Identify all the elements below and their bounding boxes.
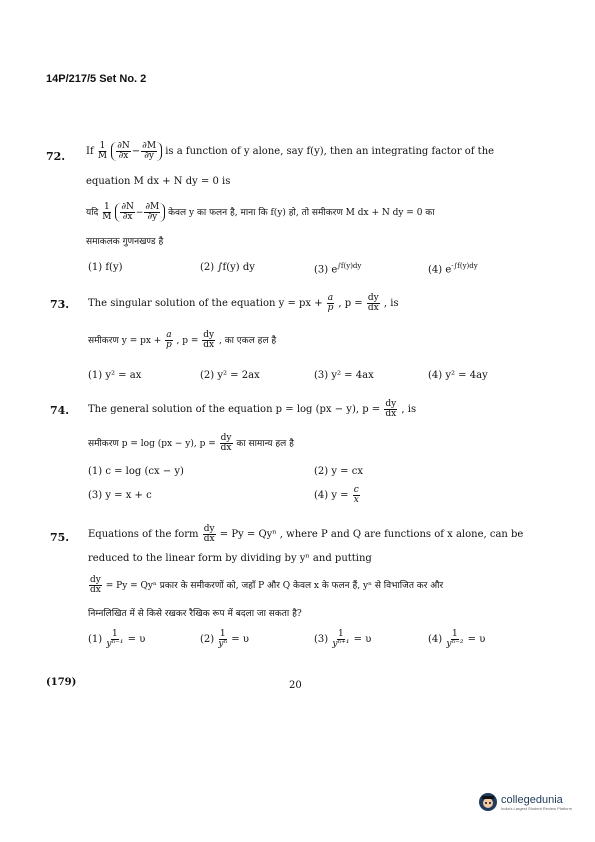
q75-option-4[interactable]: (4) $\frac{1}{\text{yⁿ⁻²}}$ = υ: [428, 629, 486, 649]
brand-name: collegedunia: [501, 793, 563, 806]
q75-hindi-line1: $\frac{dy}{dx}$ = Py = Qyⁿ प्रकार के समीकरणों को, जहाँ P और Q केवल x के फलन हैं, yⁿ से विभाजित कर और: [90, 575, 444, 595]
q72-english-line1: [86, 142, 494, 161]
q72-option-2[interactable]: (2) ∫f(y) dy: [200, 262, 255, 273]
q72-english-line2: equation M dx + N dy = 0 is: [86, 176, 231, 187]
q73-option-3[interactable]: (3) y² = 4ax: [314, 370, 374, 381]
q72-option-4[interactable]: (4) $e^{-\int f(y)dy}$: [428, 262, 478, 276]
q74-option-1[interactable]: (1) c = log (cx − y): [88, 466, 184, 477]
question-number-72: 72.: [46, 150, 66, 163]
q73-english: The singular solution of the equation y = px + $\frac{a}{p}$ , p = $\frac{dy}{dx}$ , is: [88, 293, 399, 313]
q72-hindi-line1: यदि $\frac{1}{M}$ $\frac{\partial N}{\partial x}$ − $\frac{\partial M}{\partial y}$ केवल y का फलन है, माना कि f(y) हो, तो समीकरण M dx + N dy = 0 का: [86, 202, 435, 222]
q74-english: The general solution of the equation p = log (px − y), p = $\frac{dy}{dx}$ , is: [88, 399, 417, 419]
question-number-73: 73.: [50, 298, 70, 311]
q74-option-2[interactable]: (2) y = cx: [314, 466, 363, 477]
brand-tagline: India's Largest Student Review Platform: [501, 805, 573, 811]
q75-english-line1: Equations of the form $\frac{dy}{dx}$ = Py = Qyⁿ , where P and Q are functions of x alone, can be: [88, 524, 524, 544]
q72-option-1[interactable]: (1) f(y): [88, 262, 123, 273]
q74-option-3[interactable]: (3) y = x + c: [88, 490, 152, 501]
q73-hindi: समीकरण y = px + $\frac{a}{p}$ , p = $\frac{dy}{dx}$ , का एकल हल है: [88, 330, 277, 350]
question-number-74: 74.: [50, 404, 70, 417]
q73-option-1[interactable]: (1) y² = ax: [88, 370, 142, 381]
question-number-75: 75.: [50, 531, 70, 544]
q72-hindi-line2: समाकलक गुणनखण्ड है: [86, 237, 164, 247]
q74-option-4[interactable]: (4) y = $\frac{c}{x}$: [314, 485, 359, 505]
fraction-1-over-M: $\frac{1}{M}$: [97, 141, 108, 161]
collegedunia-watermark: [478, 792, 572, 812]
q72-rest: is a function of y alone, say f(y), then an integrating factor of the: [165, 146, 495, 157]
q75-hindi-line2: निम्नलिखित में से किसे रखकर रैखिक रूप में बदला जा सकता है?: [88, 609, 302, 619]
q74-hindi: समीकरण p = log (px − y), p = $\frac{dy}{dx}$ का सामान्य हल है: [88, 433, 294, 453]
q72-if: If: [86, 146, 94, 157]
footer-code: (179): [46, 677, 77, 688]
q73-option-4[interactable]: (4) y² = 4ay: [428, 370, 488, 381]
q72-option-3[interactable]: (3) $e^{\int f(y)dy}$: [314, 262, 362, 276]
q75-option-3[interactable]: (3) $\frac{1}{\text{yⁿ⁺¹}}$ = υ: [314, 629, 372, 649]
q73-option-2[interactable]: (2) y² = 2ax: [200, 370, 260, 381]
graduate-avatar-icon: [478, 792, 498, 812]
q75-option-1[interactable]: (1) $\frac{1}{\text{yⁿ⁻¹}}$ = υ: [88, 629, 146, 649]
partial-difference: $\frac{\partial N}{\partial x}$ − $\frac{\partial M}{\partial y}$: [111, 142, 162, 161]
paper-code: 14P/217/5 Set No. 2: [46, 73, 147, 85]
page-number: 20: [289, 680, 302, 691]
q75-english-line2: reduced to the linear form by dividing by yⁿ and putting: [88, 553, 372, 564]
q75-option-2[interactable]: (2) $\frac{1}{\text{yⁿ}}$ = υ: [200, 629, 249, 649]
